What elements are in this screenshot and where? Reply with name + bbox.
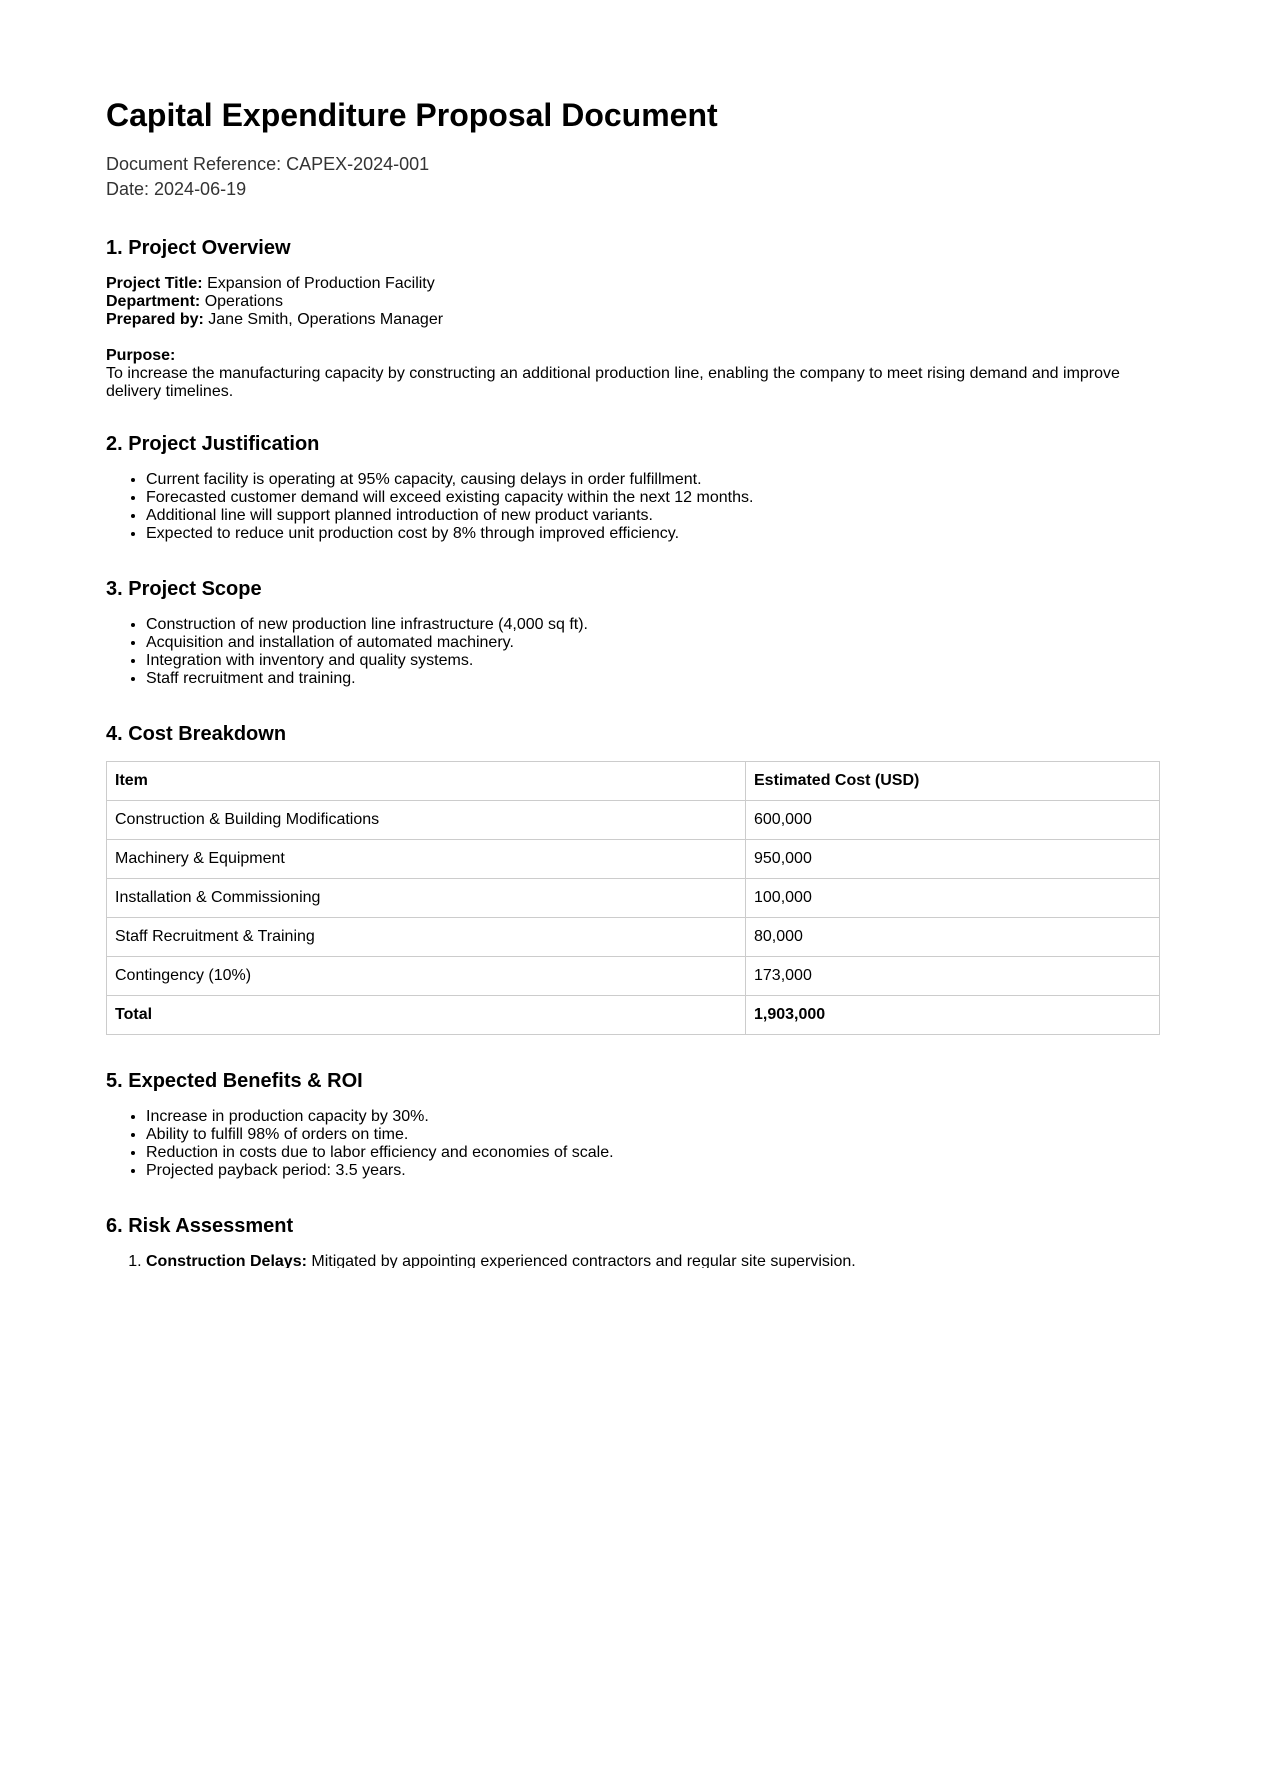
cell-item: Staff Recruitment & Training <box>107 918 746 957</box>
section-heading-justification: 2. Project Justification <box>106 433 320 455</box>
column-header-item: Item <box>107 762 746 801</box>
document-meta <box>106 152 1157 202</box>
purpose-label: Purpose: <box>106 347 176 364</box>
section-heading-benefits: 5. Expected Benefits & ROI <box>106 1070 363 1092</box>
risk-list <box>106 1253 1157 1268</box>
list-item: • Current facility is operating at 95% capacity, causing delays in order fulfillment. <box>146 471 1157 489</box>
list-item <box>146 1253 1157 1268</box>
table-total-row <box>107 996 1160 1035</box>
list-item: • Projected payback period: 3.5 years. <box>146 1162 1157 1180</box>
document-reference: Document Reference: CAPEX-2024-001 <box>106 154 430 174</box>
list-item: • Expected to reduce unit production cost by 8% through improved efficiency. <box>146 525 1157 543</box>
purpose-text: To increase the manufacturing capacity by constructing an additional production line, enabling the company to meet rising demand and improve delivery timelines. <box>106 365 1120 400</box>
list-item: • Ability to fulfill 98% of orders on time. <box>146 1126 1157 1144</box>
table-row <box>107 801 1160 840</box>
table-header-row <box>107 762 1160 801</box>
section-heading-cost: 4. Cost Breakdown <box>106 723 287 745</box>
risk-list-clip <box>106 1253 1157 1268</box>
cell-cost: 173,000 <box>746 957 1160 996</box>
department-label: Department: <box>106 293 201 310</box>
project-title-label: Project Title: <box>106 275 203 292</box>
table-row <box>107 957 1160 996</box>
cell-cost: 100,000 <box>746 879 1160 918</box>
cell-cost: 80,000 <box>746 918 1160 957</box>
section-heading-risk: 6. Risk Assessment <box>106 1215 294 1237</box>
project-title-row <box>106 275 1157 293</box>
overview-details <box>106 275 1157 401</box>
table-row <box>107 879 1160 918</box>
cell-item: Contingency (10%) <box>107 957 746 996</box>
total-label: Total <box>107 996 746 1035</box>
list-item: • Construction of new production line infrastructure (4,000 sq ft). <box>146 616 1157 634</box>
justification-list <box>106 471 1157 543</box>
total-value: 1,903,000 <box>746 996 1160 1035</box>
list-item: • Integration with inventory and quality systems. <box>146 652 1157 670</box>
list-item: • Staff recruitment and training. <box>146 670 1157 688</box>
department-value: Operations <box>204 293 283 310</box>
project-title-value: Expansion of Production Facility <box>207 275 435 292</box>
cell-item: Installation & Commissioning <box>107 879 746 918</box>
cell-item: Construction & Building Modifications <box>107 801 746 840</box>
risk-label: Construction Delays: <box>146 1253 307 1268</box>
purpose-block <box>106 347 1157 401</box>
benefits-list <box>106 1108 1157 1180</box>
page-title: Capital Expenditure Proposal Document <box>106 97 718 133</box>
cost-table <box>106 761 1160 1035</box>
scope-list <box>106 616 1157 688</box>
department-row <box>106 293 1157 311</box>
prepared-by-value: Jane Smith, Operations Manager <box>208 311 444 328</box>
list-item: • Acquisition and installation of automated machinery. <box>146 634 1157 652</box>
prepared-by-row <box>106 311 1157 329</box>
table-row <box>107 840 1160 879</box>
list-item: • Reduction in costs due to labor efficiency and economies of scale. <box>146 1144 1157 1162</box>
list-item: • Forecasted customer demand will exceed existing capacity within the next 12 months. <box>146 489 1157 507</box>
cell-cost: 600,000 <box>746 801 1160 840</box>
risk-text: Mitigated by appointing experienced contractors and regular site supervision. <box>311 1253 856 1268</box>
cell-cost: 950,000 <box>746 840 1160 879</box>
list-item: • Increase in production capacity by 30%. <box>146 1108 1157 1126</box>
list-item: • Additional line will support planned introduction of new product variants. <box>146 507 1157 525</box>
column-header-cost: Estimated Cost (USD) <box>746 762 1160 801</box>
table-row <box>107 918 1160 957</box>
section-heading-overview: 1. Project Overview <box>106 237 291 259</box>
document-date: Date: 2024-06-19 <box>106 179 247 199</box>
cell-item: Machinery & Equipment <box>107 840 746 879</box>
section-heading-scope: 3. Project Scope <box>106 578 262 600</box>
prepared-by-label: Prepared by: <box>106 311 204 328</box>
